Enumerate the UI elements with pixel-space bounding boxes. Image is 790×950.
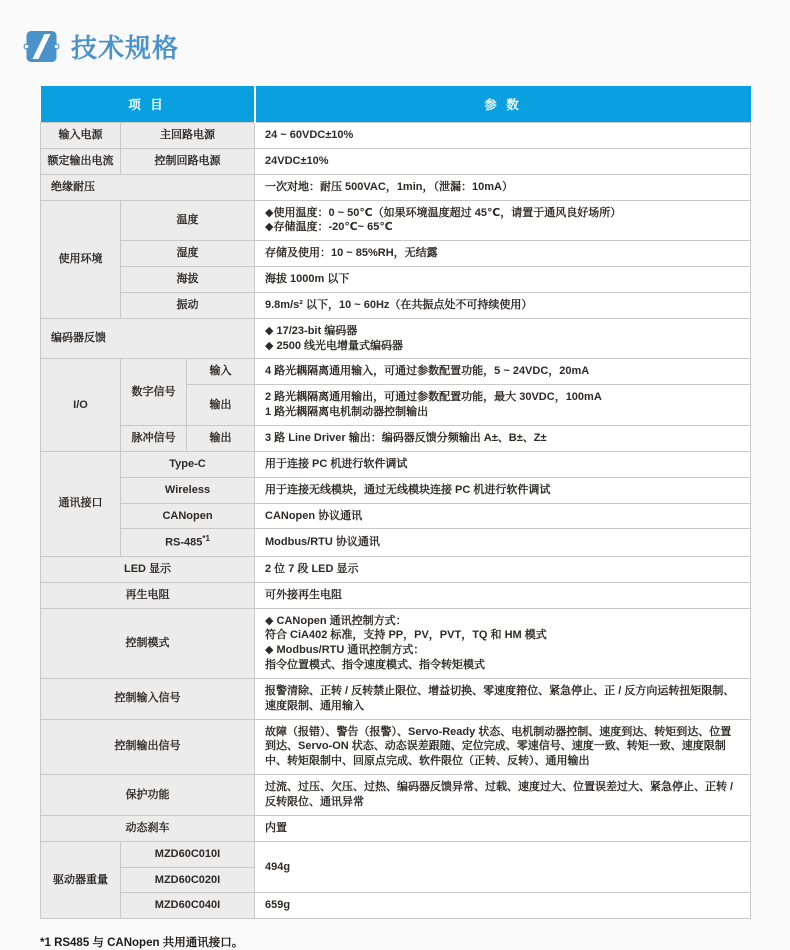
param-value: 可外接再生电阻 [255,582,751,608]
row-env-altitude [41,267,751,293]
row-power-input [41,123,751,149]
param-line: ◆使用温度：0 ~ 50℃（如果环境温度超过 45℃，请置于通风良好场所） [265,206,622,219]
rs485-label: RS-485 [165,537,203,549]
param-value: 4 路光耦隔离通用输入，可通过参数配置功能，5 ~ 24VDC，20mA [255,359,751,385]
col-header-item: 项 目 [41,86,255,123]
param-value [255,608,751,678]
item-label: LED 显示 [41,556,255,582]
row-comm-canopen [41,503,751,529]
row-io-pulse-output [41,425,751,451]
row-comm-rs485 [41,529,751,557]
param-value: CANopen 协议通讯 [255,503,751,529]
col-header-param: 参 数 [255,86,751,123]
item-label: 通讯接口 [41,451,121,556]
item-label: 再生电阻 [41,582,255,608]
param-value [255,200,751,241]
item-label: 驱动器重量 [41,841,121,919]
param-value: 24VDC±10% [255,148,751,174]
param-value [255,318,751,359]
param-value: 报警清除、正转 / 反转禁止限位、增益切换、零速度箝位、紧急停止、正 / 反方向运转扭矩限制、速度限制、通用输入 [255,678,751,719]
row-rated-current [41,148,751,174]
row-comm-typec [41,451,751,477]
param-line: ◆ CANopen 通讯控制方式： [265,614,407,627]
row-env-humidity [41,241,751,267]
item-sub-label [121,529,255,557]
spec-table [40,86,751,919]
model-label: MZD60C010I [121,841,255,867]
row-protection [41,775,751,816]
title-bar [23,27,750,65]
row-env-vibration [41,292,751,318]
spec-section-icon [23,28,60,65]
param-value: 用于连接无线模块，通过无线模块连接 PC 机进行软件调试 [255,477,751,503]
param-line: ◆ Modbus/RTU 通讯控制方式： [265,644,425,657]
header-row [41,86,751,123]
item-label: I/O [41,359,121,451]
item-sub-label: 数字信号 [121,359,187,426]
param-line: ◆存储温度：-20℃~ 65℃ [265,221,393,234]
model-label: MZD60C020I [121,867,255,893]
item-sub-label: 振动 [121,292,255,318]
param-value: 过流、过压、欠压、过热、编码器反馈异常、过载、速度过大、位置误差过大、紧急停止、正转 / 反转限位、通讯异常 [255,775,751,816]
item-sub-label: 湿度 [121,241,255,267]
param-line: 2 路光耦隔离通用输出，可通过参数配置功能，最大 30VDC，100mA [265,391,602,404]
param-value: 一次对地：耐压 500VAC，1min，（泄漏：10mA） [255,174,751,200]
param-value: 24 ~ 60VDC±10% [255,123,751,149]
item-dir-label: 输出 [187,425,255,451]
param-line: 符合 CiA402 标准，支持 PP，PV，PVT，TQ 和 HM 模式 [265,629,547,642]
row-led-display [41,556,751,582]
param-value: 659g [255,893,751,919]
item-label: 保护功能 [41,775,255,816]
item-sub-label: 脉冲信号 [121,425,187,451]
item-label: 编码器反馈 [41,318,255,359]
param-value: 海拔 1000m 以下 [255,267,751,293]
page-title: 技术规格 [71,32,180,63]
item-sub-label: 海拔 [121,267,255,293]
item-sub-label: Type-C [121,451,255,477]
row-io-digital-input [41,359,751,385]
param-line: ◆ 17/23-bit 编码器 [265,324,358,337]
param-value: 故障（报错）、警告（报警）、Servo-Ready 状态、电机制动器控制、速度到达、转矩到达、位置到达、Servo-ON 状态、动态误差跟随、定位完成、零速信号、速度一致、转矩一致、速度限制中、转矩限制中、回原点完成、软件限位（正转、反转）、通用输出 [255,719,751,775]
param-line: ◆ 2500 线光电增量式编码器 [265,339,404,352]
item-label: 动态刹车 [41,815,255,841]
param-value: 用于连接 PC 机进行软件调试 [255,451,751,477]
item-sub-label: Wireless [121,477,255,503]
param-line: 1 路光耦隔离电机制动器控制输出 [265,406,429,419]
item-label: 控制模式 [41,608,255,678]
model-label: MZD60C040I [121,893,255,919]
item-sub-label: 温度 [121,200,255,241]
item-label: 控制输入信号 [41,678,255,719]
row-env-temp [41,200,751,241]
item-label: 绝缘耐压 [41,174,255,200]
row-encoder-feedback [41,318,751,359]
item-dir-label: 输入 [187,359,255,385]
row-control-output [41,719,751,775]
row-insulation [41,174,751,200]
row-control-mode [41,608,751,678]
row-weight-040 [41,893,751,919]
param-value: 9.8m/s² 以下，10 ~ 60Hz（在共振点处不可持续使用） [255,292,751,318]
item-label: 使用环境 [41,200,121,318]
row-control-input [41,678,751,719]
item-sub-label: CANopen [121,503,255,529]
item-label: 额定输出电流 [41,148,121,174]
footnote: *1 RS485 与 CANopen 共用通讯接口。 [40,937,244,950]
row-regen-resistor [41,582,751,608]
param-value: Modbus/RTU 协议通讯 [255,529,751,557]
param-value: 3 路 Line Driver 输出：编码器反馈分频输出 A±、B±、Z± [255,425,751,451]
item-label: 输入电源 [41,123,121,149]
param-value: 2 位 7 段 LED 显示 [255,556,751,582]
item-sub-label: 主回路电源 [121,123,255,149]
footnote-ref: *1 [202,534,210,544]
param-value: 内置 [255,815,751,841]
row-weight-010 [41,841,751,867]
item-dir-label: 输出 [187,385,255,426]
row-dynamic-brake [41,815,751,841]
param-value [255,385,751,426]
item-sub-label: 控制回路电源 [121,148,255,174]
param-value: 494g [255,841,751,893]
row-comm-wireless [41,477,751,503]
param-value: 存储及使用：10 ~ 85%RH，无结露 [255,241,751,267]
item-label: 控制输出信号 [41,719,255,775]
param-line: 指令位置模式、指令速度模式、指令转矩模式 [265,659,485,672]
